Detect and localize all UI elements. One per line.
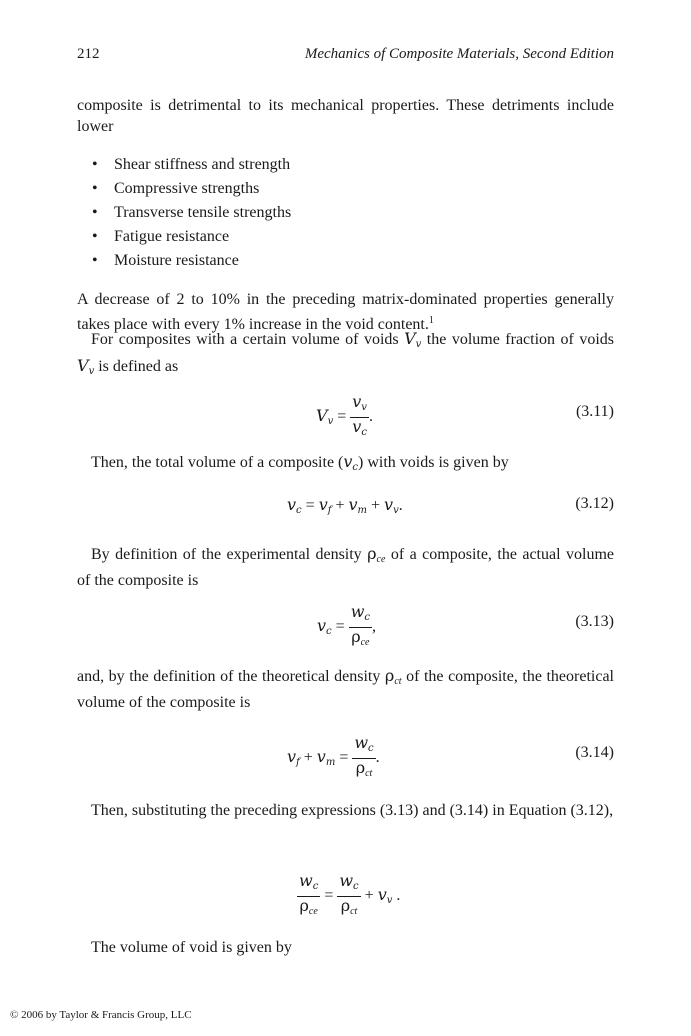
list-item: • Transverse tensile strengths [90, 202, 291, 226]
equation-3-11 [77, 393, 614, 437]
theoretical-density-paragraph: and, by the definition of the theoretical density $\rho_{ct}$ of the composite, the theoretical volume of the composite is [77, 666, 615, 711]
equation-number: (3.11) [575, 403, 614, 420]
page-number: 212 [77, 46, 100, 62]
paragraph-text: of the composite, the theoretical volume of the composite is [77, 668, 615, 711]
total-volume-paragraph: Then, the total volume of a composite $(v_c)$ with voids is given by [91, 452, 509, 473]
equation-number: (3.13) [575, 613, 614, 630]
running-title: Mechanics of Composite Materials, Second Edition [304, 46, 614, 62]
paragraph-text: and, by the definition of the theoretical density [77, 668, 385, 685]
paragraph-text: is defined as [94, 358, 179, 375]
list-item: • Shear stiffness and strength [90, 154, 291, 178]
list-item: • Moisture resistance [90, 250, 291, 274]
paragraph-text: the volume fraction of voids [421, 331, 615, 348]
equation-body: $V_v$ = $\frac{v_v}{v_c}$ . [316, 392, 373, 438]
equation-number: (3.12) [575, 495, 614, 512]
equation-3-12 [77, 495, 614, 519]
paragraph-text: For composites with a certain volume of voids [91, 331, 405, 348]
equation-number: (3.14) [575, 744, 614, 761]
paragraph-text: Then, the total volume of a composite ( [91, 454, 344, 471]
intro-paragraph: composite is detrimental to its mechanical properties. These detriments include lower [77, 97, 614, 135]
list-item: • Fatigue resistance [90, 226, 291, 250]
substituted-equation [77, 872, 614, 916]
paragraph-text: A decrease of 2 to 10% in the preceding matrix-dominated properties generally takes place with every 1% increase in the void content. [77, 291, 614, 333]
experimental-density-paragraph: By definition of the experimental density $\rho_{ce}$ of a composite, the actual volume of the composite is [77, 544, 614, 589]
copyright-footer: © 2006 by Taylor & Francis Group, LLC [10, 1009, 192, 1021]
equation-3-14 [77, 734, 614, 778]
page-header [77, 46, 614, 68]
footnote-marker: 1 [428, 315, 434, 326]
list-item: • Compressive strengths [90, 178, 291, 202]
substitution-paragraph: Then, substituting the preceding expressions (3.13) and (3.14) in Equation (3.12), [91, 802, 614, 819]
paragraph-text: of a composite, the actual volume of the composite is [77, 546, 614, 589]
paragraph-text: ) with voids is given by [358, 454, 509, 471]
paragraph-text: By definition of the experimental density [91, 546, 368, 563]
detriments-list [90, 154, 291, 274]
void-fraction-paragraph: For composites with a certain volume of voids $V_v$ the volume fraction of voids $V_v$ is defined as [77, 329, 615, 377]
equation-body: $v_f + v_m$ = $\frac{w_c}{\rho_{ct}}$ . [287, 733, 380, 779]
equation-body: $v_c = v_f + v_m + v_v$. [287, 495, 403, 516]
void-volume-paragraph: The volume of void is given by [91, 939, 292, 956]
equation-body: $v_c$ = $\frac{w_c}{\rho_{ce}}$ , [317, 602, 376, 648]
equation-3-13 [77, 603, 614, 647]
equation-body: $\frac{w_c}{\rho_{ce}}$ = $\frac{w_c}{\rho_{ct}}$ + $v_v$ . [299, 871, 401, 917]
